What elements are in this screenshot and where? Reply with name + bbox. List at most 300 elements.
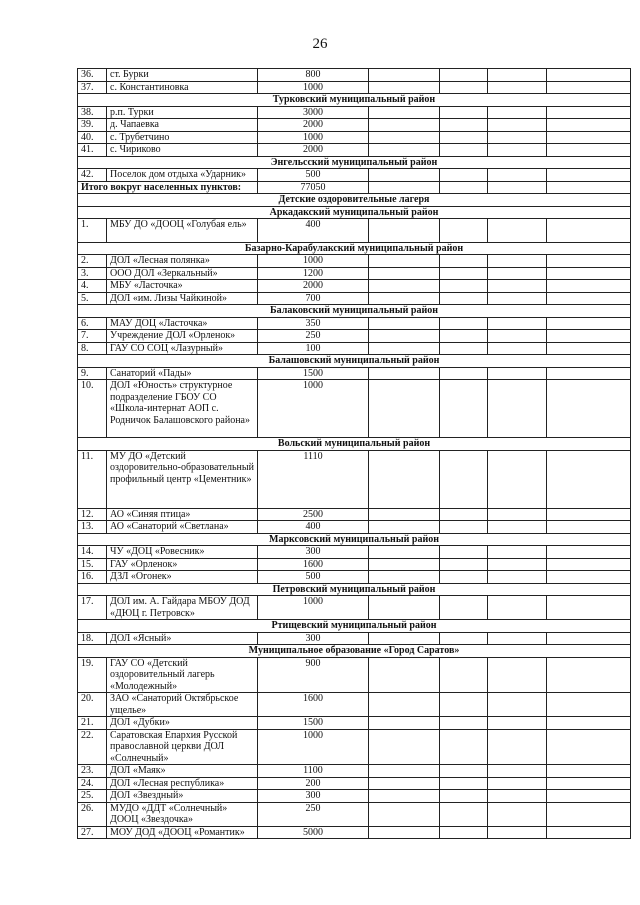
empty-cell xyxy=(488,521,547,534)
empty-cell xyxy=(547,802,631,826)
empty-cell xyxy=(547,106,631,119)
row-capacity: 2500 xyxy=(258,508,369,521)
empty-cell xyxy=(547,169,631,182)
empty-cell xyxy=(488,558,547,571)
row-name: ДОЛ «Дубки» xyxy=(107,717,258,730)
row-capacity: 1600 xyxy=(258,558,369,571)
section-header-row xyxy=(78,194,631,207)
empty-cell xyxy=(547,380,631,438)
empty-cell xyxy=(440,267,488,280)
row-name: МБУ «Ласточка» xyxy=(107,280,258,293)
empty-cell xyxy=(547,632,631,645)
empty-cell xyxy=(547,693,631,717)
row-number: 20. xyxy=(78,693,107,717)
section-header-row xyxy=(78,156,631,169)
row-number: 27. xyxy=(78,826,107,839)
table-row xyxy=(78,717,631,730)
table-row xyxy=(78,790,631,803)
table-row xyxy=(78,169,631,182)
empty-cell xyxy=(488,280,547,293)
empty-cell xyxy=(547,508,631,521)
empty-cell xyxy=(440,181,488,194)
empty-cell xyxy=(440,342,488,355)
row-number: 9. xyxy=(78,367,107,380)
empty-cell xyxy=(440,169,488,182)
row-number: 19. xyxy=(78,657,107,693)
table-row xyxy=(78,508,631,521)
table-row xyxy=(78,826,631,839)
section-title: Ртищевский муниципальный район xyxy=(78,620,631,633)
empty-cell xyxy=(440,632,488,645)
section-header-row xyxy=(78,94,631,107)
row-number: 38. xyxy=(78,106,107,119)
table-row xyxy=(78,546,631,559)
empty-cell xyxy=(369,367,440,380)
empty-cell xyxy=(369,508,440,521)
row-name: ДОЛ «Лесная республика» xyxy=(107,777,258,790)
empty-cell xyxy=(440,144,488,157)
row-name: ДОЛ «Маяк» xyxy=(107,765,258,778)
row-number: 13. xyxy=(78,521,107,534)
row-capacity: 250 xyxy=(258,330,369,343)
row-name: МУДО «ДДТ «Солнечный» ДООЦ «Звездочка» xyxy=(107,802,258,826)
empty-cell xyxy=(440,657,488,693)
row-name: ЗАО «Санаторий Октябрьское ущелье» xyxy=(107,693,258,717)
row-number: 24. xyxy=(78,777,107,790)
empty-cell xyxy=(547,119,631,132)
row-number: 2. xyxy=(78,255,107,268)
empty-cell xyxy=(547,546,631,559)
row-capacity: 1000 xyxy=(258,729,369,765)
empty-cell xyxy=(547,717,631,730)
empty-cell xyxy=(488,571,547,584)
row-number: 22. xyxy=(78,729,107,765)
data-table xyxy=(77,68,631,839)
page-number: 26 xyxy=(312,36,328,52)
empty-cell xyxy=(440,717,488,730)
empty-cell xyxy=(547,81,631,94)
row-name: Поселок дом отдыха «Ударник» xyxy=(107,169,258,182)
empty-cell xyxy=(369,729,440,765)
empty-cell xyxy=(440,450,488,508)
empty-cell xyxy=(440,826,488,839)
empty-cell xyxy=(369,342,440,355)
row-name: ДОЛ «Ясный» xyxy=(107,632,258,645)
empty-cell xyxy=(369,292,440,305)
row-capacity: 350 xyxy=(258,317,369,330)
table-row xyxy=(78,367,631,380)
section-header-row xyxy=(78,620,631,633)
row-name: ДОЛ «Лесная полянка» xyxy=(107,255,258,268)
section-header-row xyxy=(78,533,631,546)
empty-cell xyxy=(547,317,631,330)
row-name: АО «Санаторий «Светлана» xyxy=(107,521,258,534)
row-capacity: 700 xyxy=(258,292,369,305)
section-header-row xyxy=(78,242,631,255)
empty-cell xyxy=(488,657,547,693)
table-row xyxy=(78,119,631,132)
empty-cell xyxy=(440,106,488,119)
empty-cell xyxy=(488,169,547,182)
empty-cell xyxy=(488,508,547,521)
empty-cell xyxy=(369,106,440,119)
table-row xyxy=(78,219,631,243)
table-row xyxy=(78,450,631,508)
row-name: Санаторий «Пады» xyxy=(107,367,258,380)
empty-cell xyxy=(488,802,547,826)
empty-cell xyxy=(440,546,488,559)
empty-cell xyxy=(440,280,488,293)
empty-cell xyxy=(369,317,440,330)
empty-cell xyxy=(369,765,440,778)
row-name: МОУ ДОД «ДООЦ «Романтик» xyxy=(107,826,258,839)
empty-cell xyxy=(369,777,440,790)
row-number: 7. xyxy=(78,330,107,343)
table-row xyxy=(78,571,631,584)
section-header-row xyxy=(78,645,631,658)
empty-cell xyxy=(547,131,631,144)
empty-cell xyxy=(440,790,488,803)
table-row xyxy=(78,765,631,778)
empty-cell xyxy=(488,546,547,559)
row-capacity: 300 xyxy=(258,546,369,559)
empty-cell xyxy=(547,596,631,620)
row-number: 37. xyxy=(78,81,107,94)
section-title: Балашовский муниципальный район xyxy=(78,355,631,368)
row-name: ГАУ СО «Детский оздоровительный лагерь «Молодежный» xyxy=(107,657,258,693)
row-name: ГАУ «Орленок» xyxy=(107,558,258,571)
total-label: Итого вокруг населенных пунктов: xyxy=(78,181,258,194)
empty-cell xyxy=(547,521,631,534)
row-number: 23. xyxy=(78,765,107,778)
row-number: 39. xyxy=(78,119,107,132)
empty-cell xyxy=(547,571,631,584)
empty-cell xyxy=(369,790,440,803)
row-name: ООО ДОЛ «Зеркальный» xyxy=(107,267,258,280)
empty-cell xyxy=(488,826,547,839)
empty-cell xyxy=(440,317,488,330)
section-title: Вольский муниципальный район xyxy=(78,438,631,451)
empty-cell xyxy=(547,790,631,803)
row-capacity: 2000 xyxy=(258,144,369,157)
row-capacity: 1000 xyxy=(258,131,369,144)
empty-cell xyxy=(488,632,547,645)
table-row xyxy=(78,657,631,693)
empty-cell xyxy=(488,219,547,243)
empty-cell xyxy=(547,267,631,280)
section-title: Энгельсский муниципальный район xyxy=(78,156,631,169)
empty-cell xyxy=(547,280,631,293)
empty-cell xyxy=(547,255,631,268)
empty-cell xyxy=(369,267,440,280)
section-header-row xyxy=(78,583,631,596)
table-row xyxy=(78,777,631,790)
table-row xyxy=(78,729,631,765)
empty-cell xyxy=(440,119,488,132)
row-capacity: 1000 xyxy=(258,596,369,620)
row-capacity: 400 xyxy=(258,521,369,534)
row-name: ДЗЛ «Огонек» xyxy=(107,571,258,584)
empty-cell xyxy=(488,330,547,343)
empty-cell xyxy=(488,119,547,132)
empty-cell xyxy=(488,450,547,508)
empty-cell xyxy=(547,826,631,839)
empty-cell xyxy=(369,521,440,534)
empty-cell xyxy=(440,571,488,584)
row-capacity: 800 xyxy=(258,69,369,82)
section-header-row xyxy=(78,305,631,318)
empty-cell xyxy=(440,69,488,82)
section-title: Марксовский муниципальный район xyxy=(78,533,631,546)
empty-cell xyxy=(440,596,488,620)
table-row xyxy=(78,342,631,355)
row-name: ст. Бурки xyxy=(107,69,258,82)
row-number: 18. xyxy=(78,632,107,645)
empty-cell xyxy=(547,777,631,790)
empty-cell xyxy=(440,729,488,765)
row-capacity: 1000 xyxy=(258,255,369,268)
row-name: с. Константиновка xyxy=(107,81,258,94)
row-name: МБУ ДО «ДООЦ «Голубая ель» xyxy=(107,219,258,243)
row-number: 40. xyxy=(78,131,107,144)
empty-cell xyxy=(547,729,631,765)
row-name: с. Трубетчино xyxy=(107,131,258,144)
empty-cell xyxy=(369,119,440,132)
row-capacity: 400 xyxy=(258,219,369,243)
table-row xyxy=(78,144,631,157)
row-number: 8. xyxy=(78,342,107,355)
empty-cell xyxy=(440,380,488,438)
empty-cell xyxy=(488,380,547,438)
row-number: 26. xyxy=(78,802,107,826)
table-row xyxy=(78,693,631,717)
empty-cell xyxy=(547,219,631,243)
empty-cell xyxy=(547,69,631,82)
row-name: ГАУ СО СОЦ «Лазурный» xyxy=(107,342,258,355)
table-row xyxy=(78,106,631,119)
empty-cell xyxy=(369,657,440,693)
empty-cell xyxy=(440,508,488,521)
row-capacity: 1000 xyxy=(258,380,369,438)
empty-cell xyxy=(488,106,547,119)
row-name: ЧУ «ДОЦ «Ровесник» xyxy=(107,546,258,559)
row-capacity: 1200 xyxy=(258,267,369,280)
table-row xyxy=(78,267,631,280)
section-title: Петровский муниципальный район xyxy=(78,583,631,596)
table-row xyxy=(78,802,631,826)
empty-cell xyxy=(488,317,547,330)
row-capacity: 250 xyxy=(258,802,369,826)
empty-cell xyxy=(488,765,547,778)
empty-cell xyxy=(369,632,440,645)
table-row xyxy=(78,280,631,293)
empty-cell xyxy=(488,367,547,380)
row-number: 12. xyxy=(78,508,107,521)
empty-cell xyxy=(440,367,488,380)
empty-cell xyxy=(369,802,440,826)
empty-cell xyxy=(547,144,631,157)
table-row xyxy=(78,69,631,82)
empty-cell xyxy=(488,342,547,355)
empty-cell xyxy=(369,546,440,559)
empty-cell xyxy=(369,571,440,584)
section-title: Турковский муниципальный район xyxy=(78,94,631,107)
empty-cell xyxy=(369,81,440,94)
empty-cell xyxy=(369,717,440,730)
row-capacity: 100 xyxy=(258,342,369,355)
empty-cell xyxy=(488,69,547,82)
section-title: Детские оздоровительные лагеря xyxy=(78,194,631,207)
row-capacity: 1100 xyxy=(258,765,369,778)
empty-cell xyxy=(488,693,547,717)
row-number: 4. xyxy=(78,280,107,293)
empty-cell xyxy=(369,69,440,82)
empty-cell xyxy=(440,765,488,778)
row-name: Саратовская Епархия Русской православной церкви ДОЛ «Солнечный» xyxy=(107,729,258,765)
row-number: 5. xyxy=(78,292,107,305)
empty-cell xyxy=(440,330,488,343)
table-row xyxy=(78,317,631,330)
table-row xyxy=(78,596,631,620)
row-number: 3. xyxy=(78,267,107,280)
empty-cell xyxy=(488,181,547,194)
row-name: МАУ ДОЦ «Ласточка» xyxy=(107,317,258,330)
row-name: д. Чапаевка xyxy=(107,119,258,132)
empty-cell xyxy=(369,693,440,717)
empty-cell xyxy=(440,219,488,243)
empty-cell xyxy=(440,255,488,268)
row-number: 42. xyxy=(78,169,107,182)
section-header-row xyxy=(78,206,631,219)
table-row xyxy=(78,131,631,144)
table-row xyxy=(78,558,631,571)
empty-cell xyxy=(369,558,440,571)
row-number: 16. xyxy=(78,571,107,584)
row-number: 10. xyxy=(78,380,107,438)
section-title: Аркадакский муниципальный район xyxy=(78,206,631,219)
row-capacity: 900 xyxy=(258,657,369,693)
row-number: 25. xyxy=(78,790,107,803)
empty-cell xyxy=(369,380,440,438)
row-name: ДОЛ «Звездный» xyxy=(107,790,258,803)
row-name: ДОЛ «Юность» структурное подразделение ГБОУ СО «Школа-интернат АОП с. Родничок Балашовского района» xyxy=(107,380,258,438)
empty-cell xyxy=(369,144,440,157)
row-number: 6. xyxy=(78,317,107,330)
row-number: 15. xyxy=(78,558,107,571)
empty-cell xyxy=(547,292,631,305)
empty-cell xyxy=(440,292,488,305)
row-capacity: 2000 xyxy=(258,119,369,132)
section-header-row xyxy=(78,438,631,451)
table-row xyxy=(78,81,631,94)
empty-cell xyxy=(488,777,547,790)
empty-cell xyxy=(440,693,488,717)
row-capacity: 1500 xyxy=(258,367,369,380)
row-capacity: 5000 xyxy=(258,826,369,839)
row-capacity: 2000 xyxy=(258,280,369,293)
row-name: ДОЛ им. А. Гайдара МБОУ ДОД «ДЮЦ г. Петровск» xyxy=(107,596,258,620)
row-name: Учреждение ДОЛ «Орленок» xyxy=(107,330,258,343)
empty-cell xyxy=(488,144,547,157)
section-title: Муниципальное образование «Город Саратов» xyxy=(78,645,631,658)
empty-cell xyxy=(369,181,440,194)
total-value: 77050 xyxy=(258,181,369,194)
empty-cell xyxy=(547,558,631,571)
table-row xyxy=(78,521,631,534)
table-row xyxy=(78,330,631,343)
row-number: 36. xyxy=(78,69,107,82)
row-capacity: 300 xyxy=(258,632,369,645)
empty-cell xyxy=(369,596,440,620)
empty-cell xyxy=(369,131,440,144)
row-name: р.п. Турки xyxy=(107,106,258,119)
empty-cell xyxy=(440,131,488,144)
row-capacity: 3000 xyxy=(258,106,369,119)
empty-cell xyxy=(488,81,547,94)
empty-cell xyxy=(547,450,631,508)
empty-cell xyxy=(488,255,547,268)
row-number: 14. xyxy=(78,546,107,559)
table-row xyxy=(78,255,631,268)
row-capacity: 1600 xyxy=(258,693,369,717)
empty-cell xyxy=(440,81,488,94)
empty-cell xyxy=(440,802,488,826)
empty-cell xyxy=(440,777,488,790)
row-name: с. Чириково xyxy=(107,144,258,157)
empty-cell xyxy=(488,717,547,730)
table-row xyxy=(78,380,631,438)
row-number: 41. xyxy=(78,144,107,157)
empty-cell xyxy=(488,729,547,765)
row-capacity: 300 xyxy=(258,790,369,803)
empty-cell xyxy=(488,790,547,803)
section-header-row xyxy=(78,355,631,368)
empty-cell xyxy=(369,169,440,182)
empty-cell xyxy=(488,596,547,620)
empty-cell xyxy=(547,342,631,355)
empty-cell xyxy=(547,765,631,778)
section-title: Базарно-Карабулакский муниципальный район xyxy=(78,242,631,255)
empty-cell xyxy=(369,219,440,243)
row-number: 21. xyxy=(78,717,107,730)
empty-cell xyxy=(547,657,631,693)
empty-cell xyxy=(369,450,440,508)
table-row xyxy=(78,292,631,305)
empty-cell xyxy=(547,367,631,380)
table-row xyxy=(78,632,631,645)
empty-cell xyxy=(369,330,440,343)
empty-cell xyxy=(488,131,547,144)
empty-cell xyxy=(547,330,631,343)
empty-cell xyxy=(369,255,440,268)
row-capacity: 200 xyxy=(258,777,369,790)
empty-cell xyxy=(440,558,488,571)
empty-cell xyxy=(369,280,440,293)
row-capacity: 500 xyxy=(258,571,369,584)
row-number: 11. xyxy=(78,450,107,508)
row-name: ДОЛ «им. Лизы Чайкиной» xyxy=(107,292,258,305)
row-capacity: 500 xyxy=(258,169,369,182)
row-name: АО «Синяя птица» xyxy=(107,508,258,521)
empty-cell xyxy=(440,521,488,534)
empty-cell xyxy=(488,292,547,305)
section-title: Балаковский муниципальный район xyxy=(78,305,631,318)
empty-cell xyxy=(488,267,547,280)
row-number: 17. xyxy=(78,596,107,620)
row-capacity: 1000 xyxy=(258,81,369,94)
empty-cell xyxy=(547,181,631,194)
total-row xyxy=(78,181,631,194)
